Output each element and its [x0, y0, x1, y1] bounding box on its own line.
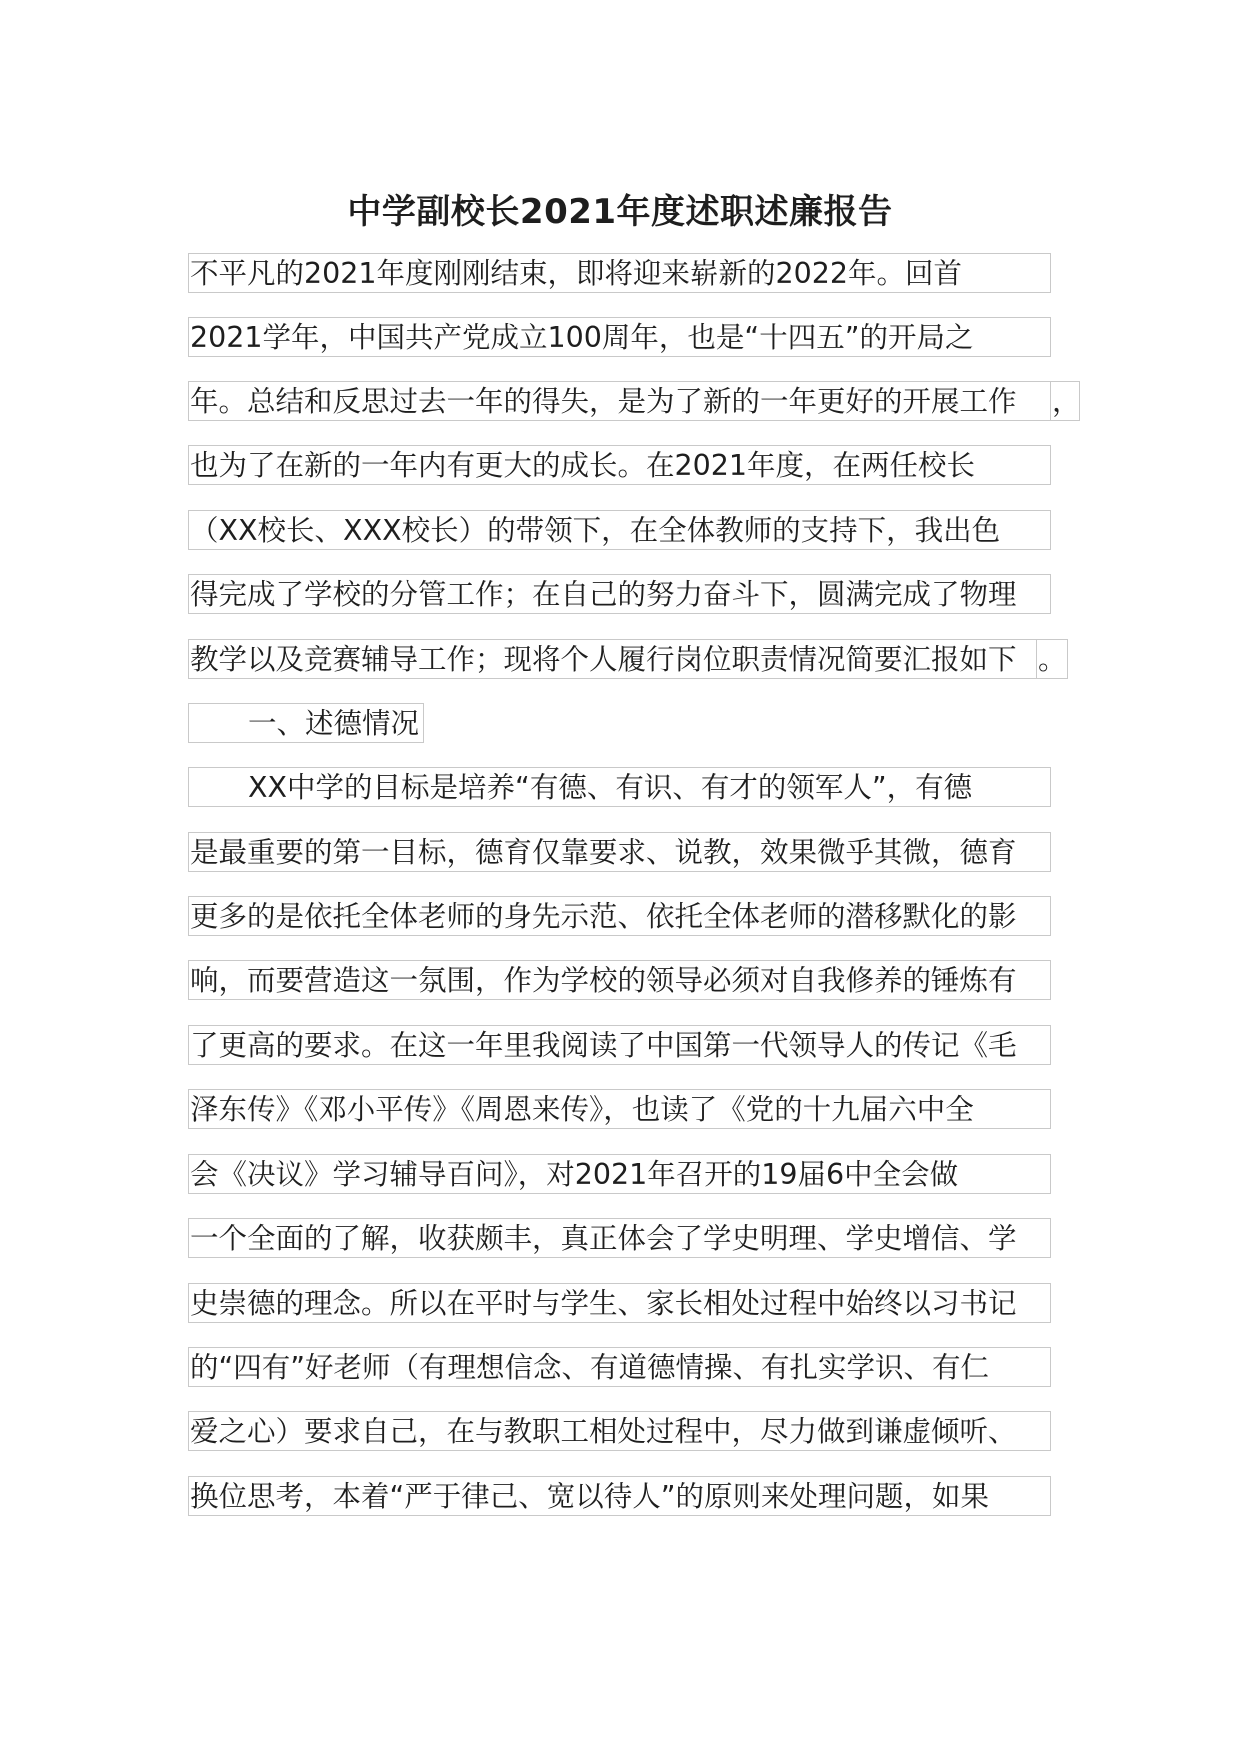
text-line: 响，而要营造这一氛围，作为学校的领导必须对自我修养的锤炼有 — [188, 960, 1051, 1000]
section-heading-text: 一、述德情况 — [248, 707, 420, 740]
text-line: 得完成了学校的分管工作；在自己的努力奋斗下，圆满完成了物理 — [188, 574, 1051, 614]
text-line: 是最重要的第一目标，德育仅靠要求、说教，效果微乎其微，德育 — [188, 832, 1051, 872]
text-line: 一个全面的了解，收获颇丰，真正体会了学史明理、学史增信、学 — [188, 1218, 1051, 1258]
text-line: （XX校长、XXX校长）的带领下，在全体教师的支持下，我出色 — [188, 510, 1051, 550]
text-line: 会《决议》学习辅导百问》，对2021年召开的19届6中全会做 — [188, 1154, 1051, 1194]
text-line: 史崇德的理念。所以在平时与学生、家长相处过程中始终以习书记 — [188, 1283, 1051, 1323]
text-line-overflow: 。 — [1036, 639, 1068, 679]
text-line: 泽东传》《邓小平传》《周恩来传》，也读了《党的十九届六中全 — [188, 1089, 1051, 1129]
text-line: 2021学年，中国共产党成立100周年，也是“十四五”的开局之 — [188, 317, 1051, 357]
text-line: 年。总结和反思过去一年的得失，是为了新的一年更好的开展工作 — [188, 381, 1051, 421]
text-line — [188, 767, 1051, 807]
text-line-content: XX中学的目标是培养“有德、有识、有才的领军人”，有德 — [248, 771, 973, 804]
text-line: 了更高的要求。在这一年里我阅读了中国第一代领导人的传记《毛 — [188, 1025, 1051, 1065]
text-line: 更多的是依托全体老师的身先示范、依托全体老师的潜移默化的影 — [188, 896, 1051, 936]
document-title: 中学副校长2021年度述职述廉报告 — [347, 192, 893, 232]
text-line-overflow: ， — [1050, 381, 1080, 421]
text-line: 不平凡的2021年度刚刚结束，即将迎来崭新的2022年。回首 — [188, 253, 1051, 293]
section-heading — [188, 703, 424, 743]
text-line: 爱之心）要求自己，在与教职工相处过程中，尽力做到谦虚倾听、 — [188, 1411, 1051, 1451]
text-line: 的“四有”好老师（有理想信念、有道德情操、有扎实学识、有仁 — [188, 1347, 1051, 1387]
text-line: 教学以及竞赛辅导工作；现将个人履行岗位职责情况简要汇报如下 — [188, 639, 1037, 679]
text-line: 也为了在新的一年内有更大的成长。在2021年度，在两任校长 — [188, 445, 1051, 485]
text-line: 换位思考，本着“严于律己、宽以待人”的原则来处理问题，如果 — [188, 1476, 1051, 1516]
